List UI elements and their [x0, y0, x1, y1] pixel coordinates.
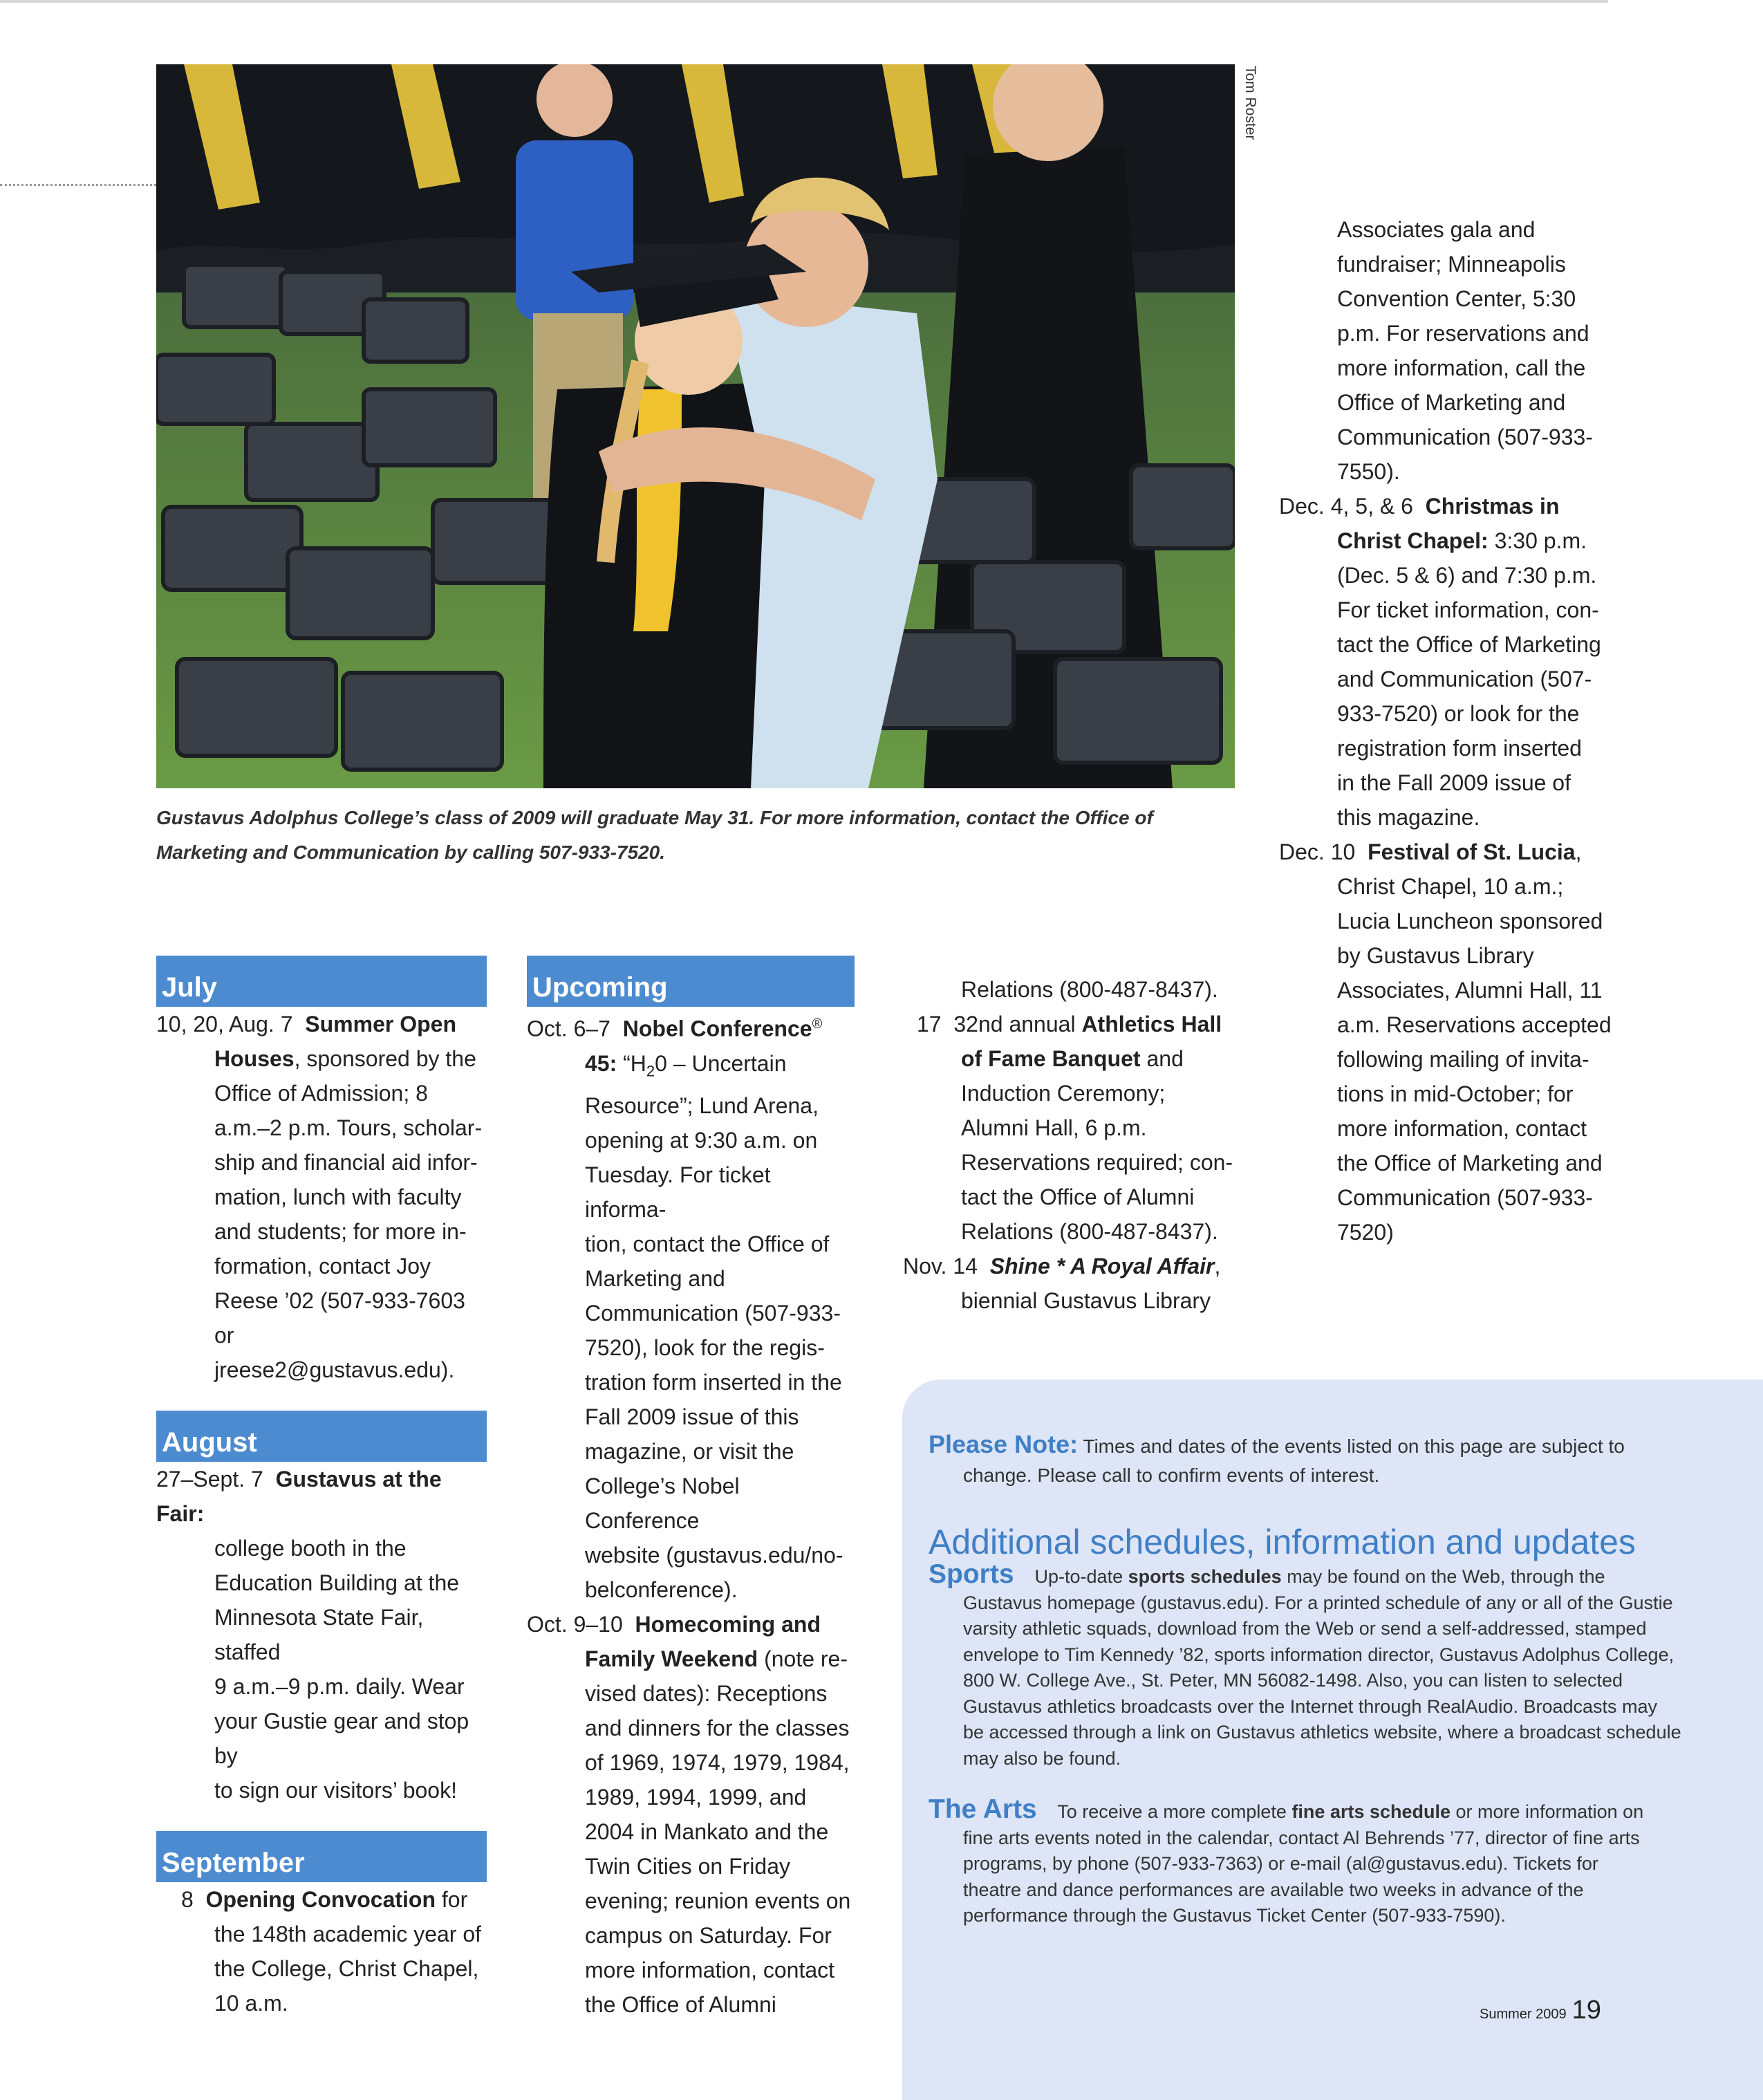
- page-number: 19: [1571, 1996, 1601, 2025]
- section-heading-august: August: [156, 1411, 487, 1462]
- event-homecoming: Oct. 9–10 Homecoming and Family Weekend (note re- vised dates): Receptions and dinners for the classes of 1969, 1974, 1979, 1984, 1989, 1994, 1999, and 2004 in Mankato and the Twin Cities on Friday evening; reunion events on campus on Saturday. For more information, contact the Office of Alumni: [527, 1612, 851, 2018]
- event-gustavus-at-the-fair: 27–Sept. 7 Gustavus at the Fair: college booth in the Education Building at the Minnesota State Fair, staffed 9 a.m.–9 p.m. daily. Wear your Gustie gear and stop by to sign our visitors’ book!: [156, 1467, 469, 1803]
- event-athletics-hall-of-fame: 17 32nd annual Athletics Hall of Fame Banquet and Induction Ceremony; Alumni Hall, 6 p.m. Reservations required; con- tact the Office of Alumni Relations (800-487-8437).: [917, 1012, 1233, 1244]
- arts-paragraph: The Arts To receive a more complete fine arts schedule or more information on fine arts events noted in the calendar, contact Al Behrends ’77, director of fine arts programs, by phone (507-933-7363) or e-mail (al@gustavus.edu). Tickets for theatre and dance performances are available two weeks in advance of the performance through the Gustavus Ticket Center (507-933-7590).: [929, 1794, 1644, 1926]
- top-rule: [0, 0, 1608, 3]
- event-shine-royal-affair: Nov. 14 Shine * A Royal Affair, biennial Gustavus Library: [903, 1254, 1221, 1313]
- calendar-column-3: [903, 972, 1249, 1318]
- event-continued-alumni: Relations (800-487-8437).: [961, 977, 1218, 1002]
- graduation-photo: [156, 64, 1235, 788]
- dotted-rule: [0, 184, 156, 186]
- photo-credit: Tom Roster: [1242, 66, 1258, 140]
- section-heading-upcoming: Upcoming: [527, 956, 855, 1007]
- page-footer: Summer 2009 19: [1480, 1996, 1601, 2025]
- calendar-column-4: [1279, 212, 1618, 1249]
- event-summer-open-houses: 10, 20, Aug. 7 Summer Open Houses, sponsored by the Office of Admission; 8 a.m.–2 p.m. Tours, scholar- ship and financial aid infor- mation, lunch with faculty and students; for more in- formation, contact Joy Reese ’02 (507-933-7603 or jreese2@gustavus.edu).: [156, 1012, 483, 1382]
- section-heading-july: July: [156, 956, 487, 1007]
- additional-schedules-heading: Additional schedules, information and updates: [929, 1523, 1636, 1561]
- section-heading-september: September: [156, 1831, 487, 1882]
- sports-paragraph: Sports Up-to-date sports schedules may be found on the Web, through the Gustavus homepage (gustavus.edu). For a printed schedule of any or all of the Gustie varsity athletic squads, download from the Web or send a self-addressed, stamped envelope to Tim Kennedy ’82, sports information director, Gustavus Adolphus College, 800 W. College Ave., St. Peter, MN 56082-1498. Also, you can listen to selected Gustavus athletics broadcasts over the Internet through RealAudio. Broadcasts may be accessed through a link on Gustavus athletics website, where a broadcast schedule may also be found.: [929, 1559, 1681, 1769]
- event-continued-gala: Associates gala and fundraiser; Minneapolis Convention Center, 5:30 p.m. For reservations and more information, call the Office of Marketing and Communication (507-933- 7550).: [1337, 217, 1593, 484]
- event-festival-st-lucia: Dec. 10 Festival of St. Lucia, Christ Chapel, 10 a.m.; Lucia Luncheon sponsored by Gustavus Library Associates, Alumni Hall, 11 a.m. Reservations accepted following mailing of invita- tions in mid-October; for more information, contact the Office of Marketing and Communication (507-933- 7520): [1279, 839, 1612, 1245]
- calendar-column-2: [527, 956, 855, 2022]
- photo-caption: Gustavus Adolphus College’s class of 2009 will graduate May 31. For more information, contact the Office of Marketing and Communication by calling 507-933-7520.: [156, 807, 1153, 863]
- event-christmas-in-christ-chapel: Dec. 4, 5, & 6 Christmas in Christ Chapel: 3:30 p.m. (Dec. 5 & 6) and 7:30 p.m. For ticket information, con- tact the Office of Marketing and Communication (507- 933-7520) or look for the registration form inserted in the Fall 2009 issue of this magazine.: [1279, 494, 1601, 830]
- event-nobel-conference: Oct. 6–7 Nobel Conference® 45: “$H_20$ – Uncertain Resource”; Lund Arena, opening at 9:30 a.m. on Tuesday. For ticket informa- tion, contact the Office of Marketing and Communication (507-933- 7520), look for the regis- tration form inserted in the Fall 2009 issue of this magazine, or visit the College’s Nobel Conference website (gustavus.edu/no- belconference).: [527, 1016, 843, 1603]
- calendar-column-1: [156, 956, 487, 2020]
- please-note: Please Note: Times and dates of the events listed on this page are subject to change. Please call to confirm events of interest.: [929, 1430, 1625, 1486]
- event-opening-convocation: 8 Opening Convocation for the 148th academic year of the College, Christ Chapel, 10 a.m.: [181, 1887, 482, 2016]
